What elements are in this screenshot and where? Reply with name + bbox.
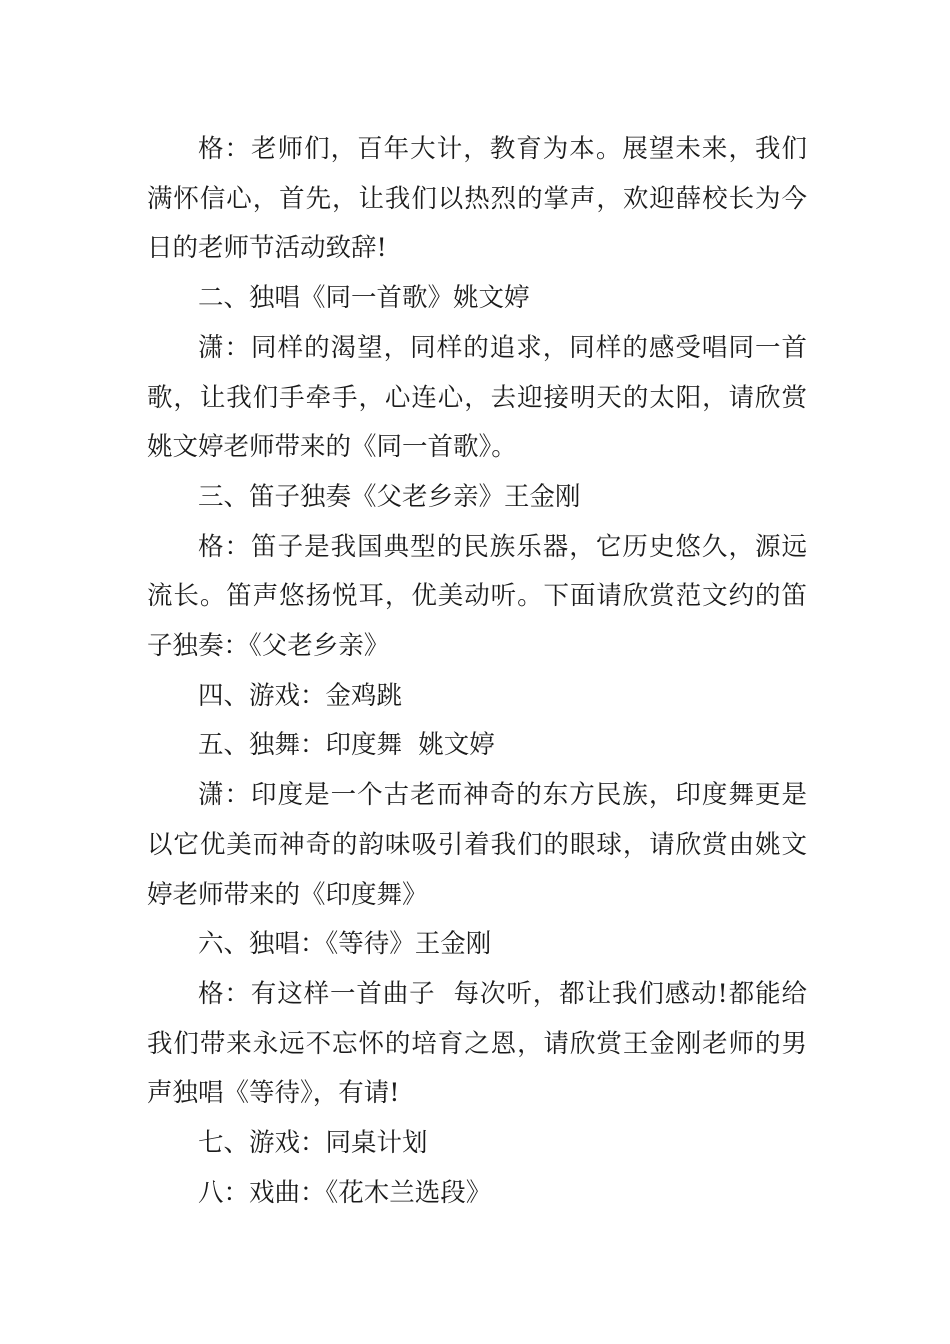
paragraph-speech-xiao-song: 潇：同样的渴望，同样的追求，同样的感受唱同一首歌，让我们手牵手，心连心，去迎接明天的太阳，请欣赏姚文婷老师带来的《同一首歌》。	[147, 332, 807, 463]
paragraph-speech-ge-flute: 格：笛子是我国典型的民族乐器，它历史悠久，源远流长。笛声悠扬悦耳，优美动听。下面请欣赏范文约的笛子独奏：《父老乡亲》	[147, 531, 807, 662]
program-item-8: 八：戏曲：《花木兰选段》	[198, 1177, 492, 1208]
paragraph-speech-ge-opening: 格：老师们，百年大计，教育为本。展望未来，我们满怀信心，首先，让我们以热烈的掌声，欢迎薛校长为今日的老师节活动致辞!	[147, 134, 807, 264]
program-item-3: 三、笛子独奏《父老乡亲》王金刚	[198, 481, 581, 512]
program-item-5: 五、独舞：印度舞 姚文婷	[198, 730, 495, 761]
program-item-2: 二、独唱《同一首歌》姚文婷	[198, 283, 530, 314]
paragraph-speech-xiao-dance: 潇：印度是一个古老而神奇的东方民族，印度舞更是以它优美而神奇的韵味吸引着我们的眼球，请欣赏由姚文婷老师带来的《印度舞》	[147, 780, 807, 910]
paragraph-speech-ge-waiting: 格：有这样一首曲子 每次听，都让我们感动!都能给我们带来永远不忘怀的培育之恩，请欣赏王金刚老师的男声独唱《等待》，有请!	[147, 978, 807, 1109]
program-item-7: 七、游戏：同桌计划	[198, 1128, 428, 1159]
program-item-6: 六、独唱：《等待》王金刚	[198, 929, 492, 960]
program-item-4: 四、游戏：金鸡跳	[198, 680, 403, 711]
document-body	[147, 125, 807, 1218]
